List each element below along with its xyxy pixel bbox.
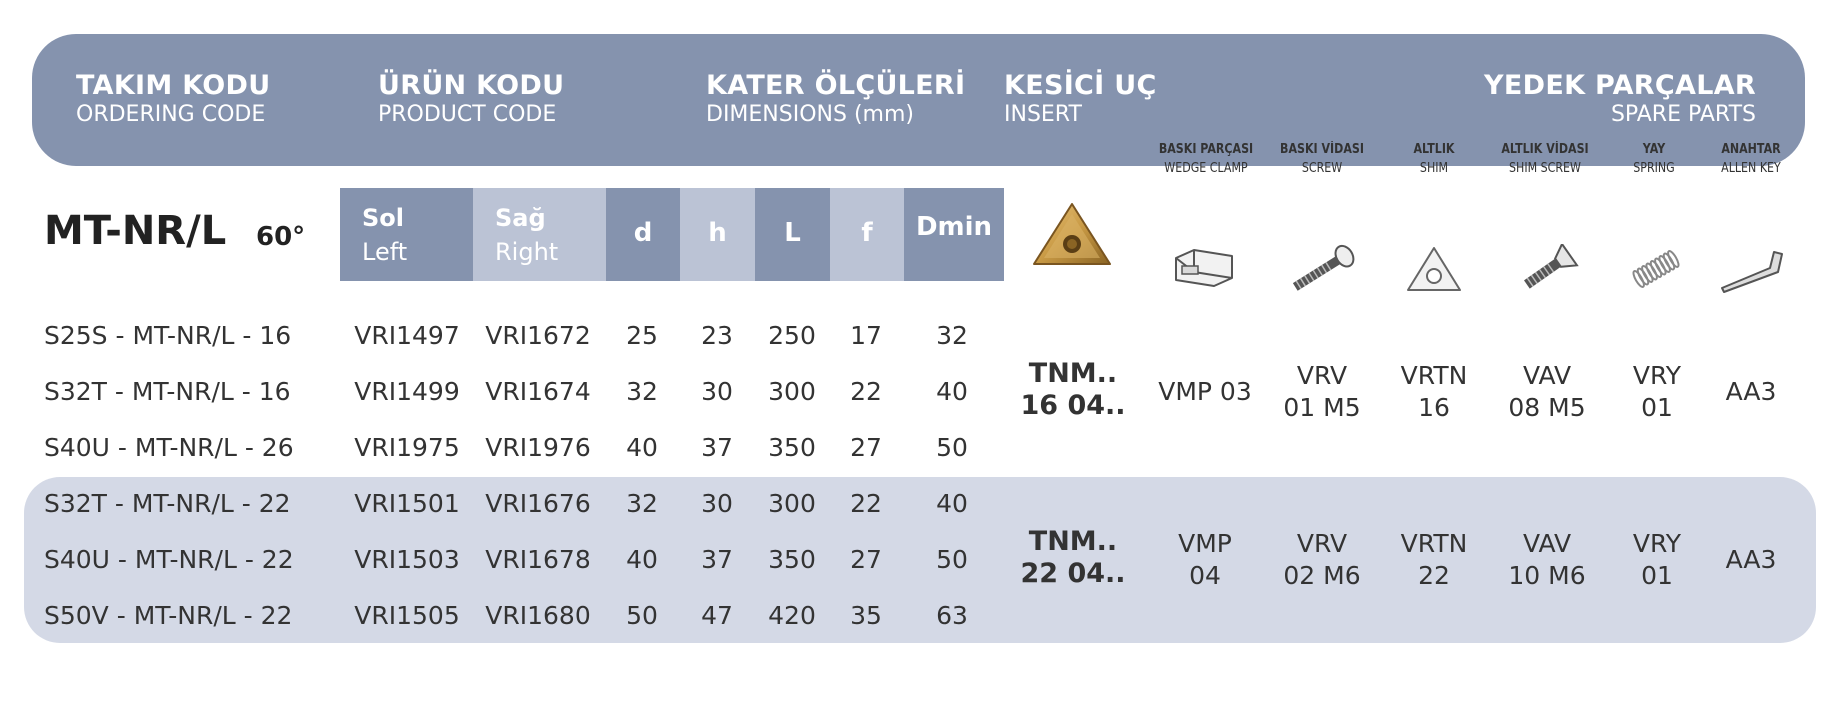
row-h: 37 bbox=[701, 545, 733, 574]
row-h: 47 bbox=[701, 601, 733, 630]
group-2-insert-line2: 22 04.. bbox=[1020, 558, 1126, 589]
row-right-code: VRI1976 bbox=[485, 433, 591, 462]
row-f: 22 bbox=[850, 489, 882, 518]
header-ordering-code-tr: TAKIM KODU bbox=[76, 70, 271, 101]
row-d: 25 bbox=[626, 321, 658, 350]
row-right-code: VRI1678 bbox=[485, 545, 591, 574]
row-left-code: VRI1501 bbox=[354, 489, 460, 518]
row-ordering-code: S32T - MT-NR/L - 22 bbox=[44, 489, 291, 518]
header-product-code-en: PRODUCT CODE bbox=[378, 102, 557, 127]
spare-allen-key-tr: ANAHTAR bbox=[1721, 142, 1781, 157]
spare-shim-en: SHIM bbox=[1419, 161, 1449, 176]
group-2-screw-line1: VRV bbox=[1296, 529, 1348, 558]
header-insert bbox=[1004, 70, 1157, 128]
header-dmin bbox=[904, 188, 1004, 281]
header-insert-en: INSERT bbox=[1004, 102, 1082, 127]
row-dmin: 40 bbox=[936, 377, 968, 406]
group-2-shim-screw-line2: 10 M6 bbox=[1508, 561, 1586, 590]
row-left-code: VRI1497 bbox=[354, 321, 460, 350]
row-f: 22 bbox=[850, 377, 882, 406]
group-1-shim-screw-line2: 08 M5 bbox=[1508, 393, 1586, 422]
header-right-label: Right bbox=[495, 238, 559, 266]
spare-spring-tr: YAY bbox=[1642, 142, 1666, 157]
group-1-shim-screw bbox=[1508, 360, 1585, 424]
row-f: 17 bbox=[850, 321, 882, 350]
row-d: 40 bbox=[626, 433, 658, 462]
group-2-wedge-clamp bbox=[1178, 528, 1232, 592]
group-2-shim-screw-line1: VAV bbox=[1522, 529, 1572, 558]
group-1-shim-line2: 16 bbox=[1418, 393, 1450, 422]
row-L: 350 bbox=[768, 433, 816, 462]
group-1-spring-line1: VRY bbox=[1632, 361, 1682, 390]
row-ordering-code: S50V - MT-NR/L - 22 bbox=[44, 601, 293, 630]
spare-allen-key-en: ALLEN KEY bbox=[1721, 161, 1781, 176]
row-dmin: 50 bbox=[936, 545, 968, 574]
spare-screw-tr: BASKI VİDASI bbox=[1280, 142, 1364, 157]
header-d-label: d bbox=[633, 218, 653, 248]
header-dimensions-en: DIMENSIONS (mm) bbox=[706, 102, 914, 127]
header-d bbox=[606, 188, 680, 281]
row-L: 420 bbox=[768, 601, 816, 630]
row-dmin: 32 bbox=[936, 321, 968, 350]
shim-screw-icon bbox=[1516, 244, 1582, 294]
row-left-code: VRI1975 bbox=[354, 433, 460, 462]
header-ordering-code bbox=[76, 70, 270, 128]
row-f: 35 bbox=[850, 601, 882, 630]
group-2-wedge-clamp-line2: 04 bbox=[1189, 561, 1221, 590]
group-1-insert-line2: 16 04.. bbox=[1020, 390, 1126, 421]
group-2-screw bbox=[1283, 528, 1360, 592]
group-2-shim-screw bbox=[1508, 528, 1585, 592]
row-ordering-code: S40U - MT-NR/L - 22 bbox=[44, 545, 294, 574]
row-right-code: VRI1680 bbox=[485, 601, 591, 630]
group-2-insert bbox=[1020, 526, 1125, 590]
group-2-shim-line2: 22 bbox=[1418, 561, 1450, 590]
row-d: 32 bbox=[626, 377, 658, 406]
row-L: 300 bbox=[768, 489, 816, 518]
group-1-allen-key-code: AA3 bbox=[1725, 377, 1777, 406]
header-dmin-label: Dmin bbox=[915, 212, 993, 242]
row-ordering-code: S25S - MT-NR/L - 16 bbox=[44, 321, 292, 350]
row-h: 30 bbox=[701, 377, 733, 406]
row-left-code: VRI1499 bbox=[354, 377, 460, 406]
group-2-shim bbox=[1401, 528, 1468, 592]
header-dimensions-tr: KATER ÖLÇÜLERİ bbox=[706, 70, 966, 101]
row-h: 37 bbox=[701, 433, 733, 462]
row-L: 350 bbox=[768, 545, 816, 574]
group-2-allen-key bbox=[1726, 544, 1777, 576]
screw-icon bbox=[1286, 244, 1360, 294]
group-2-insert-line1: TNM.. bbox=[1028, 526, 1118, 557]
wedge-clamp-icon bbox=[1172, 244, 1238, 292]
group-2-spring-line1: VRY bbox=[1632, 529, 1682, 558]
header-L bbox=[755, 188, 830, 281]
spring-icon bbox=[1626, 244, 1686, 294]
group-1-shim-screw-line1: VAV bbox=[1522, 361, 1572, 390]
row-right-code: VRI1672 bbox=[485, 321, 591, 350]
header-ordering-code-en: ORDERING CODE bbox=[76, 102, 266, 127]
row-d: 40 bbox=[626, 545, 658, 574]
group-2-shim-line1: VRTN bbox=[1400, 529, 1468, 558]
triangular-insert-icon bbox=[1030, 200, 1114, 272]
spare-shim-screw-tr: ALTLIK VİDASI bbox=[1501, 142, 1589, 157]
row-h: 30 bbox=[701, 489, 733, 518]
header-sol-label: Sol bbox=[362, 204, 404, 232]
spare-spring-en: SPRING bbox=[1633, 161, 1675, 176]
header-spare-parts bbox=[1484, 70, 1756, 128]
group-1-wedge-clamp-code: VMP 03 bbox=[1158, 377, 1252, 406]
spare-shim-screw-en: SHIM SCREW bbox=[1509, 161, 1581, 176]
row-f: 27 bbox=[850, 545, 882, 574]
allen-key-icon bbox=[1716, 244, 1788, 294]
row-left-code: VRI1505 bbox=[354, 601, 460, 630]
header-insert-tr: KESİCİ UÇ bbox=[1004, 70, 1157, 101]
row-dmin: 50 bbox=[936, 433, 968, 462]
group-2-screw-line2: 02 M6 bbox=[1283, 561, 1361, 590]
group-1-allen-key bbox=[1726, 376, 1777, 408]
group-2-spring-line2: 01 bbox=[1641, 561, 1673, 590]
header-spare-parts-en: SPARE PARTS bbox=[1610, 102, 1756, 127]
header-dimensions bbox=[706, 70, 965, 128]
row-d: 32 bbox=[626, 489, 658, 518]
header-f bbox=[830, 188, 904, 281]
group-2-spring bbox=[1633, 528, 1681, 592]
spare-shim-tr: ALTLIK bbox=[1413, 142, 1455, 157]
group-1-wedge-clamp bbox=[1158, 376, 1252, 408]
group-1-shim-line1: VRTN bbox=[1400, 361, 1468, 390]
header-sol-left bbox=[340, 188, 473, 281]
row-ordering-code: S40U - MT-NR/L - 26 bbox=[44, 433, 294, 462]
spare-screw-en: SCREW bbox=[1301, 161, 1343, 176]
product-angle: 60° bbox=[256, 222, 306, 252]
group-2-allen-key-code: AA3 bbox=[1725, 545, 1777, 574]
header-product-code bbox=[378, 70, 564, 128]
header-spare-parts-tr: YEDEK PARÇALAR bbox=[1484, 70, 1756, 101]
group-1-insert-line1: TNM.. bbox=[1028, 358, 1118, 389]
group-1-screw bbox=[1283, 360, 1360, 424]
header-L-label: L bbox=[784, 218, 801, 248]
header-sag-right bbox=[473, 188, 606, 281]
header-h-label: h bbox=[708, 218, 727, 248]
row-d: 50 bbox=[626, 601, 658, 630]
header-left-label: Left bbox=[362, 238, 408, 266]
group-1-insert bbox=[1020, 358, 1125, 422]
row-dmin: 40 bbox=[936, 489, 968, 518]
row-f: 27 bbox=[850, 433, 882, 462]
row-L: 250 bbox=[768, 321, 816, 350]
row-dmin: 63 bbox=[936, 601, 968, 630]
row-left-code: VRI1503 bbox=[354, 545, 460, 574]
row-h: 23 bbox=[701, 321, 733, 350]
group-2-wedge-clamp-line1: VMP bbox=[1178, 529, 1232, 558]
group-1-spring bbox=[1633, 360, 1681, 424]
header-product-code-tr: ÜRÜN KODU bbox=[378, 70, 565, 101]
group-1-shim bbox=[1401, 360, 1468, 424]
product-title: MT-NR/L bbox=[44, 208, 227, 254]
header-h bbox=[680, 188, 755, 281]
row-ordering-code: S32T - MT-NR/L - 16 bbox=[44, 377, 291, 406]
header-f-label: f bbox=[861, 218, 873, 248]
group-1-spring-line2: 01 bbox=[1641, 393, 1673, 422]
header-sag-label: Sağ bbox=[495, 204, 546, 232]
shim-icon bbox=[1404, 244, 1464, 296]
row-right-code: VRI1674 bbox=[485, 377, 591, 406]
row-L: 300 bbox=[768, 377, 816, 406]
group-1-screw-line2: 01 M5 bbox=[1283, 393, 1361, 422]
spare-wedge-clamp-en: WEDGE CLAMP bbox=[1164, 161, 1248, 176]
group-1-screw-line1: VRV bbox=[1296, 361, 1348, 390]
spare-wedge-clamp-tr: BASKI PARÇASI bbox=[1158, 142, 1254, 157]
row-right-code: VRI1676 bbox=[485, 489, 591, 518]
